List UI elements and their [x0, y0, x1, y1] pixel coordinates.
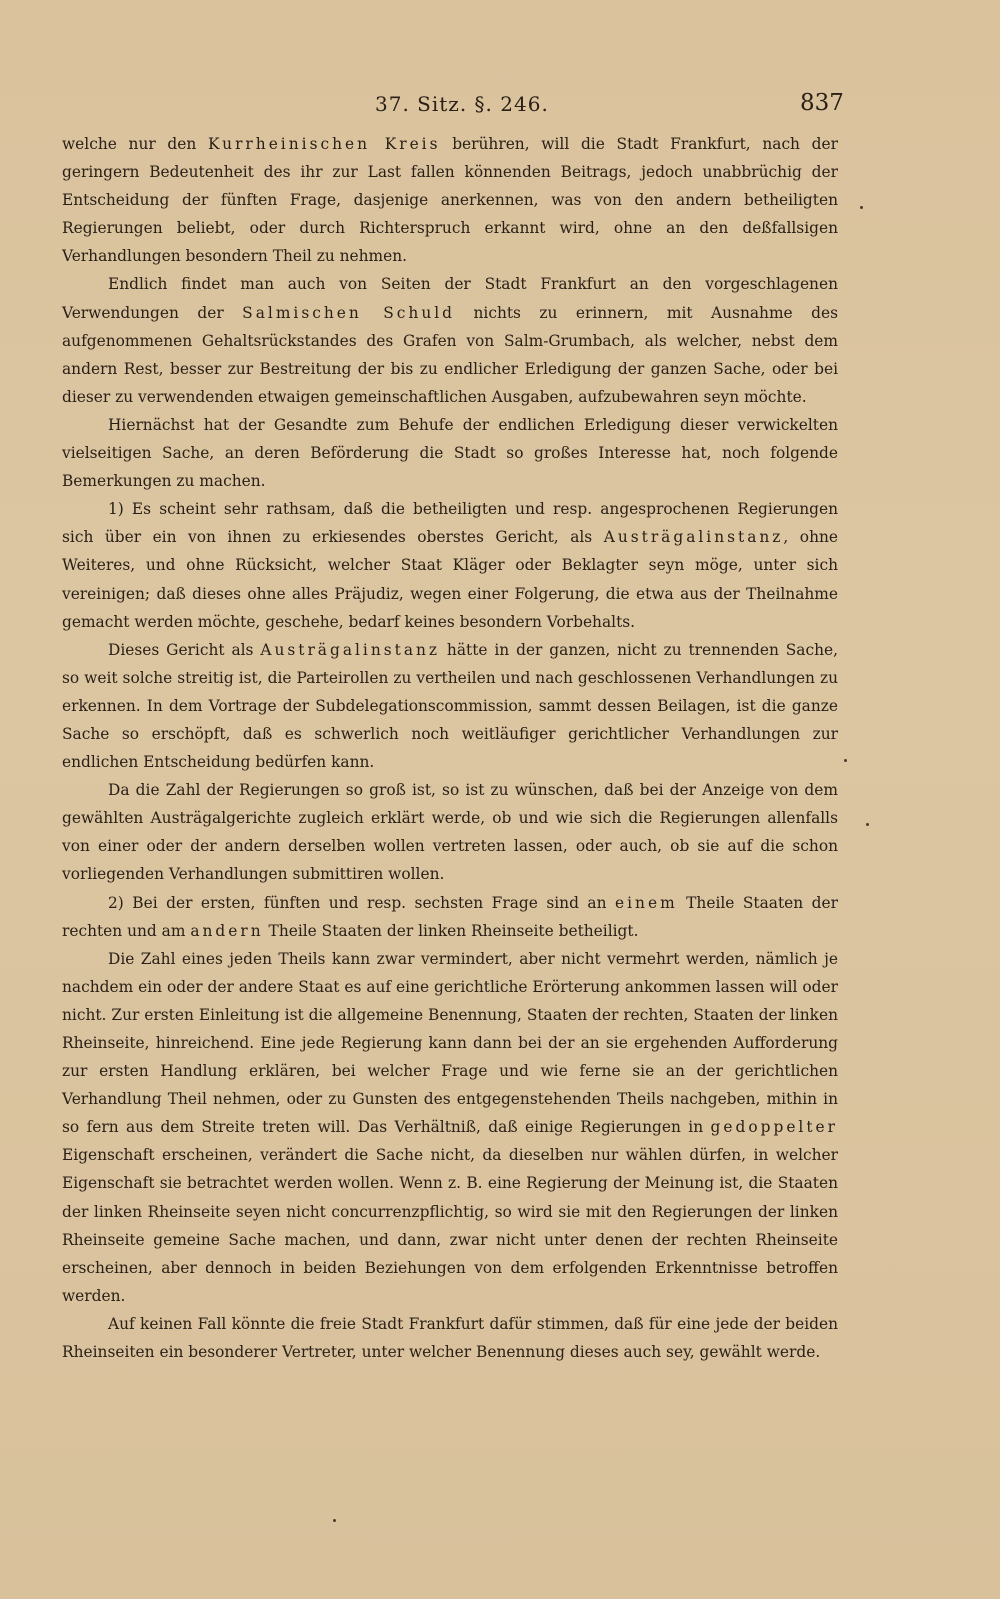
ink-speck [844, 759, 847, 762]
paragraph-6: Da die Zahl der Regierungen so groß ist, so ist zu wünschen, daß bei der Anzeige von dem gewählten Austrägalgerichte zugleich erklärt werde, ob und wie sich die Regierungen allenfalls von einer oder der andern derselben wollen vertreten lassen, oder auch, ob sie auf die schon vorliegenden Verhandlungen submittiren wollen. [62, 781, 838, 884]
body-text [62, 130, 838, 1366]
paragraph-9: Auf keinen Fall könnte die freie Stadt Frankfurt dafür stimmen, daß für eine jede der beiden Rheinseiten ein besonderer Vertreter, unter welcher Benennung dieses auch sey, gewählt werde. [62, 1314, 838, 1362]
page-header [0, 92, 1000, 122]
ink-speck [860, 206, 863, 209]
paragraph-3: Hiernächst hat der Gesandte zum Behufe der endlichen Erledigung dieser verwickelten vielseitigen Sache, an deren Beförderung die Stadt so großes Interesse hat, noch folgende Bemerkungen zu machen. [62, 415, 838, 491]
running-head: 37. Sitz. §. 246. [375, 92, 549, 116]
page-number: 837 [800, 90, 844, 116]
paragraph-5: Dieses Gericht als Austrägalinstanz hätte in der ganzen, nicht zu trennenden Sache, so weit solche streitig ist, die Parteirollen zu vertheilen und nach geschlossenen Verhandlungen zu erkennen. In dem Vortrage der Subdelegationscommission, sammt dessen Beilagen, ist die ganze Sache so erschöpft, daß es schwerlich noch weitläufiger gerichtlicher Verhandlungen zur endlichen Entscheidung bedürfen kann. [62, 640, 838, 772]
paragraph-8: Die Zahl eines jeden Theils kann zwar vermindert, aber nicht vermehrt werden, nämlich je nachdem ein oder der andere Staat es auf eine gerichtliche Erörterung ankommen lassen will oder nicht. Zur ersten Einleitung ist die allgemeine Benennung, Staaten der rechten, Staaten der linken Rheinseite, hinreichend. Eine jede Regierung kann dann bei der an sie ergehenden Aufforderung zur ersten Handlung erklären, bei welcher Frage und wie ferne sie an der gerichtlichen Verhandlung Theil nehmen, oder zu Gunsten des entgegenstehenden Theils nachgeben, mithin in so fern aus dem Streite treten will. Das Verhältniß, daß einige Regierungen in gedoppelter Eigenschaft erscheinen, verändert die Sache nicht, da dieselben nur wählen dürfen, in welcher Eigenschaft sie betrachtet werden wollen. Wenn z. B. eine Regierung der Meinung ist, die Staaten der linken Rheinseite seyen nicht concurrenzpflichtig, so wird sie mit den Regierungen der linken Rheinseite gemeine Sache machen, und dann, zwar nicht unter denen der rechten Rheinseite erscheinen, aber dennoch in beiden Beziehungen von dem erfolgenden Erkenntnisse betroffen werden. [62, 949, 838, 1305]
paragraph-7: 2) Bei der ersten, fünften und resp. sechsten Frage sind an einem Theile Staaten der rechten und am andern Theile Staaten der linken Rheinseite betheiligt. [62, 893, 838, 940]
paragraph-1: welche nur den Kurrheinischen Kreis berühren, will die Stadt Frankfurt, nach der geringern Bedeutenheit des ihr zur Last fallen könnenden Beitrags, jedoch unabbrüchig der Entscheidung der fünften Frage, dasjenige anerkennen, was von den andern betheiligten Regierungen beliebt, oder durch Richterspruch erkannt wird, ohne an den deßfallsigen Verhandlungen besondern Theil zu nehmen. [62, 135, 838, 266]
paragraph-2: Endlich findet man auch von Seiten der Stadt Frankfurt an den vorgeschlagenen Verwendungen der Salmischen Schuld nichts zu erinnern, mit Ausnahme des aufgenommenen Gehaltsrückstandes des Grafen von Salm-Grumbach, als welcher, nebst dem andern Rest, besser zur Bestreitung der bis zu endlicher Erledigung der ganzen Sache, oder bei dieser zu verwendenden etwaigen gemeinschaftlichen Ausgaben, aufzubewahren seyn möchte. [62, 275, 838, 406]
ink-speck [866, 823, 869, 826]
ink-speck [333, 1519, 336, 1522]
paragraph-4: 1) Es scheint sehr rathsam, daß die betheiligten und resp. angesprochenen Regierungen sich über ein von ihnen zu erkiesendes oberstes Gericht, als Austrägalinstanz, ohne Weiteres, und ohne Rücksicht, welcher Staat Kläger oder Beklagter seyn möge, unter sich vereinigen; daß dieses ohne alles Präjudiz, wegen einer Folgerung, die etwa aus der Theilnahme gemacht werden möchte, geschehe, bedarf keines besondern Vorbehalts. [62, 500, 839, 631]
